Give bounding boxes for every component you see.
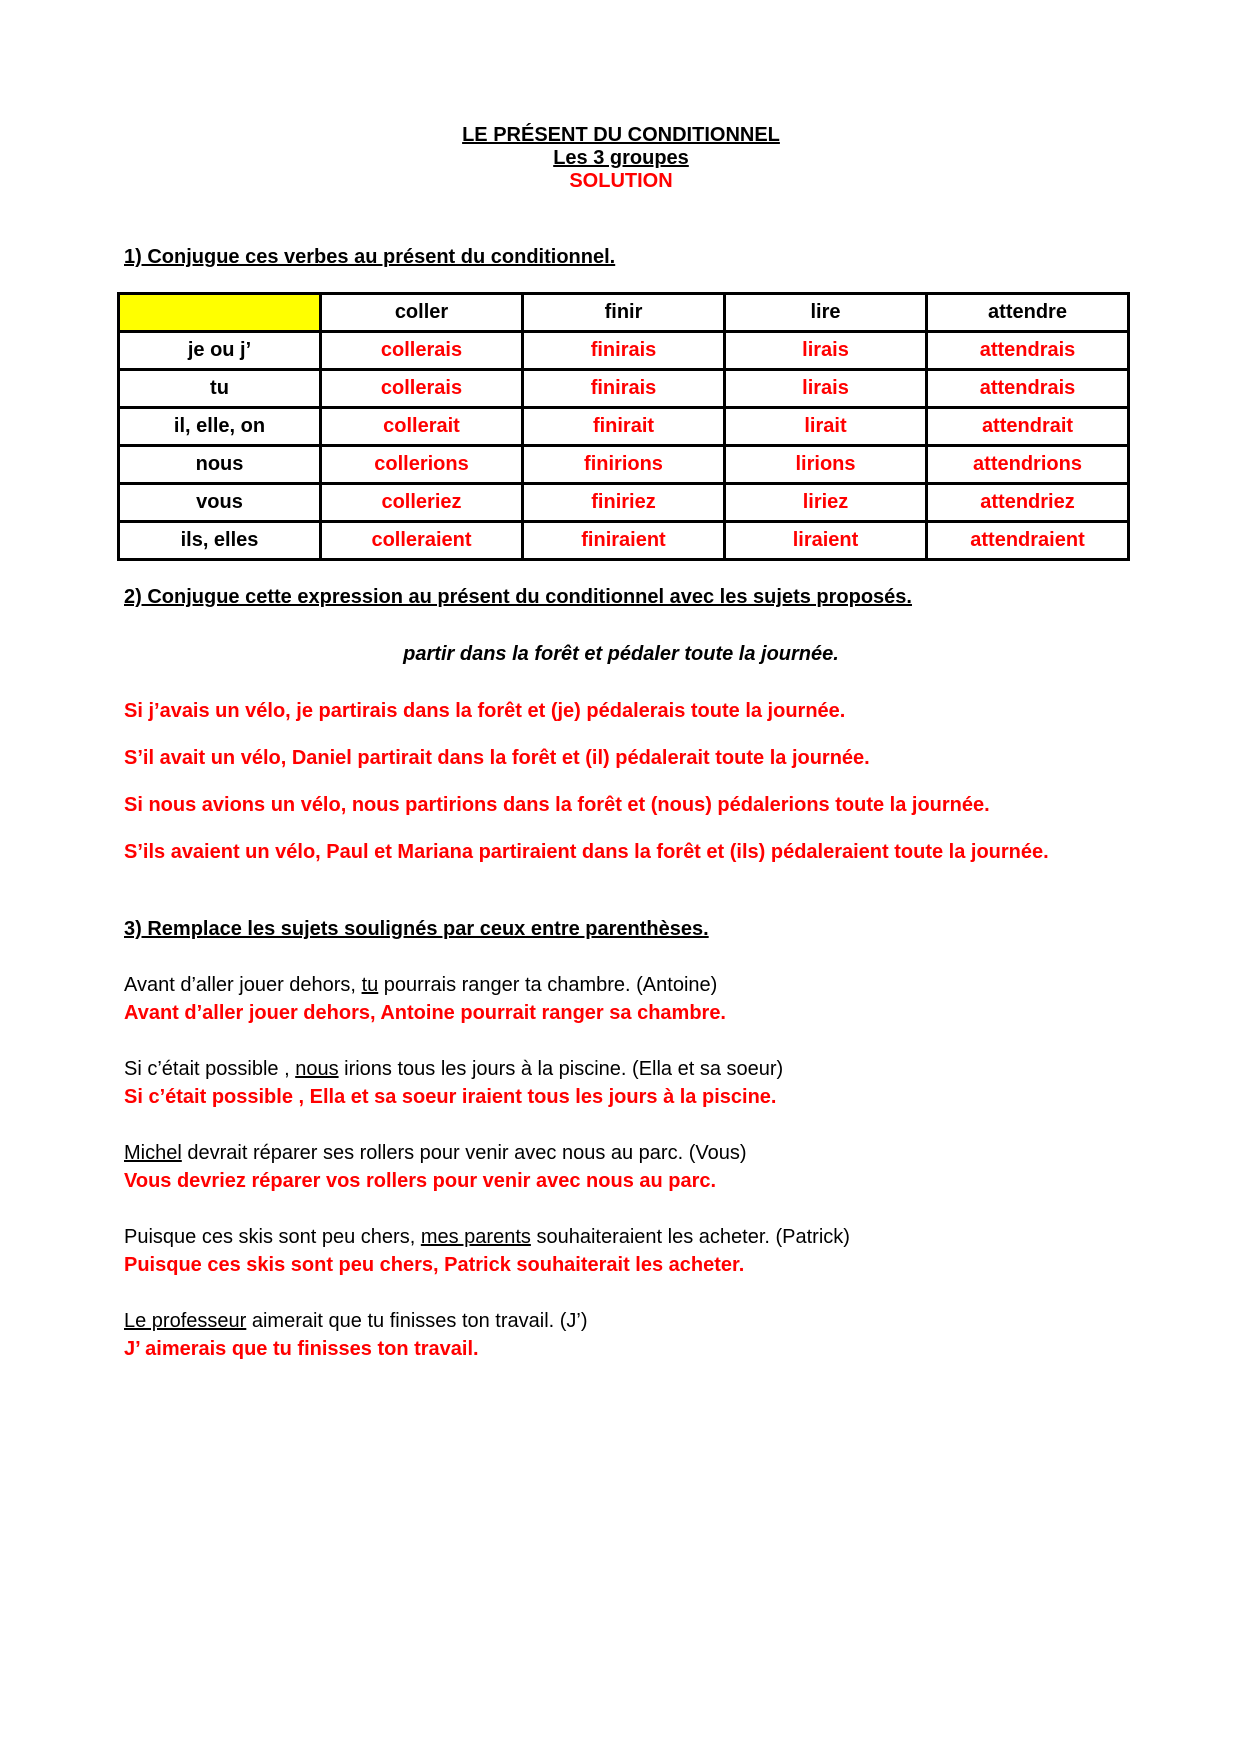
- sentence-start: Puisque ces skis sont peu chers,: [124, 1226, 421, 1248]
- exercise-sentence: [124, 1226, 850, 1249]
- sentence-start: Si c’était possible ,: [124, 1058, 296, 1080]
- conjugation-cell: attendriez: [927, 484, 1129, 522]
- conjugation-cell: lirais: [725, 370, 927, 408]
- document-title: LE PRÉSENT DU CONDITIONNEL: [462, 124, 780, 146]
- table-row: [119, 522, 1129, 560]
- conjugation-cell: lirait: [725, 408, 927, 446]
- exercise-sentence: [124, 1058, 783, 1081]
- conjugation-cell: collerais: [321, 370, 523, 408]
- conjugation-cell: collerais: [321, 332, 523, 370]
- sentence-end: irions tous les jours à la piscine. (Ella et sa soeur): [338, 1058, 784, 1080]
- conjugation-cell: attendrions: [927, 446, 1129, 484]
- answer-line: J’ aimerais que tu finisses ton travail.: [124, 1338, 479, 1360]
- conjugation-cell: colleriez: [321, 484, 523, 522]
- answer-line: Vous devriez réparer vos rollers pour venir avec nous au parc.: [124, 1170, 717, 1192]
- conjugation-cell: attendrais: [927, 332, 1129, 370]
- subject-cell: il, elle, on: [119, 408, 321, 446]
- section1-heading: 1) Conjugue ces verbes au présent du conditionnel.: [124, 246, 616, 268]
- subject-cell: nous: [119, 446, 321, 484]
- column-header: attendre: [927, 294, 1129, 332]
- underlined-subject: tu: [361, 974, 379, 996]
- table-row: [119, 332, 1129, 370]
- conjugation-cell: collerions: [321, 446, 523, 484]
- sentence-start: Avant d’aller jouer dehors,: [124, 974, 362, 996]
- answer-line: Si nous avions un vélo, nous partirions dans la forêt et (nous) pédalerions toute la journée.: [124, 794, 990, 816]
- sentence-end: pourrais ranger ta chambre. (Antoine): [378, 974, 718, 996]
- subject-cell: tu: [119, 370, 321, 408]
- sentence-end: aimerait que tu finisses ton travail. (J’): [246, 1310, 588, 1332]
- expression-to-conjugate: partir dans la forêt et pédaler toute la journée.: [403, 643, 839, 665]
- answer-line: S’ils avaient un vélo, Paul et Mariana partiraient dans la forêt et (ils) pédaleraient toute la journée.: [124, 841, 1049, 863]
- subject-cell: ils, elles: [119, 522, 321, 560]
- underlined-subject: nous: [295, 1058, 339, 1080]
- conjugation-cell: collerait: [321, 408, 523, 446]
- subject-cell: vous: [119, 484, 321, 522]
- answer-line: Avant d’aller jouer dehors, Antoine pourrait ranger sa chambre.: [124, 1002, 726, 1024]
- conjugation-cell: attendraient: [927, 522, 1129, 560]
- exercise-sentence: [124, 1142, 747, 1165]
- table-row: [119, 484, 1129, 522]
- document-subtitle: Les 3 groupes: [553, 147, 689, 169]
- section3-heading: 3) Remplace les sujets soulignés par ceux entre parenthèses.: [124, 918, 709, 940]
- underlined-subject: Le professeur: [124, 1310, 247, 1332]
- sentence-end: devrait réparer ses rollers pour venir avec nous au parc. (Vous): [181, 1142, 747, 1164]
- conjugation-table: [117, 292, 1130, 561]
- conjugation-cell: finirions: [523, 446, 725, 484]
- table-row: [119, 446, 1129, 484]
- column-header: lire: [725, 294, 927, 332]
- subject-cell: je ou j’: [119, 332, 321, 370]
- conjugation-cell: lirions: [725, 446, 927, 484]
- column-header: finir: [523, 294, 725, 332]
- underlined-subject: mes parents: [420, 1226, 531, 1248]
- solution-label: SOLUTION: [569, 170, 673, 192]
- conjugation-cell: attendrait: [927, 408, 1129, 446]
- table-header-row: [119, 294, 1129, 332]
- exercise-sentence: [124, 974, 717, 997]
- conjugation-cell: colleraient: [321, 522, 523, 560]
- answer-line: Si c’était possible , Ella et sa soeur iraient tous les jours à la piscine.: [124, 1086, 777, 1108]
- conjugation-cell: finirais: [523, 332, 725, 370]
- conjugation-cell: finiraient: [523, 522, 725, 560]
- section2-heading: 2) Conjugue cette expression au présent du conditionnel avec les sujets proposés.: [124, 586, 912, 608]
- conjugation-cell: finirais: [523, 370, 725, 408]
- answer-line: Si j’avais un vélo, je partirais dans la forêt et (je) pédalerais toute la journée.: [124, 700, 846, 722]
- sentence-end: souhaiteraient les acheter. (Patrick): [530, 1226, 850, 1248]
- exercise-sentence: [124, 1310, 588, 1333]
- conjugation-cell: attendrais: [927, 370, 1129, 408]
- document-header: [0, 124, 1242, 193]
- answer-line: S’il avait un vélo, Daniel partirait dans la forêt et (il) pédalerait toute la journée.: [124, 747, 870, 769]
- table-row: [119, 370, 1129, 408]
- table-row: [119, 408, 1129, 446]
- conjugation-cell: finirait: [523, 408, 725, 446]
- underlined-subject: Michel: [124, 1142, 182, 1164]
- conjugation-cell: lirais: [725, 332, 927, 370]
- conjugation-cell: finiriez: [523, 484, 725, 522]
- corner-cell: [119, 294, 321, 332]
- answer-line: Puisque ces skis sont peu chers, Patrick souhaiterait les acheter.: [124, 1254, 745, 1276]
- column-header: coller: [321, 294, 523, 332]
- conjugation-cell: liriez: [725, 484, 927, 522]
- conjugation-cell: liraient: [725, 522, 927, 560]
